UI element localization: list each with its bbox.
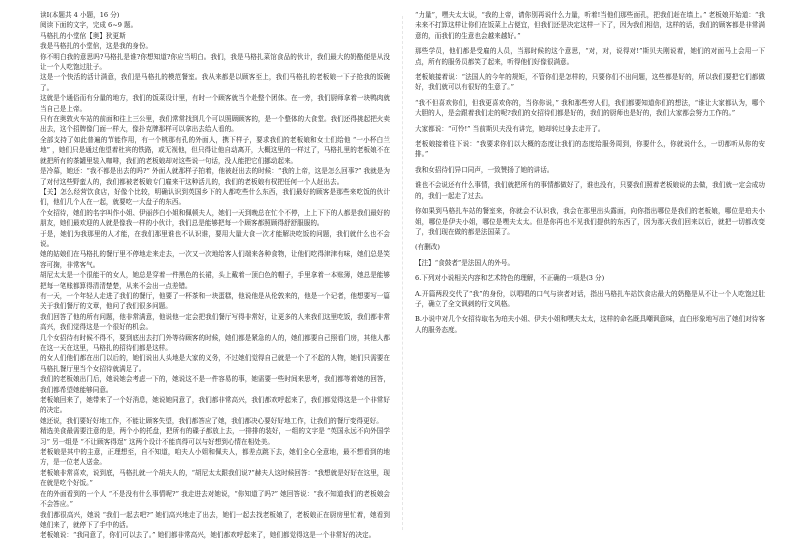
text-line: 我们的老板娘出门后，她说她会考虑一下的，她说这不是一件容易的事，她需要一些时间来思考，我们都等着她的回答，我们都希望她能够同意。: [40, 375, 390, 394]
text-line: 只有在奥敦火车站的前面和往上三公里，我们常常找到几个可以照顾顾客的，是一个整体的大食堂。我们还得挑起把火卖出去，这个招牌像门面一样大，像扑克牌那样可以拿出去给人看的。: [40, 115, 390, 134]
text-line: 老板娘非常喜欢，说到底，马格扎就一个胡夫人的，“胡尼太太跟我们说?”赫夫人这时候回答：“我想就是好好在这里，现在就是吃个好饭。”: [40, 468, 390, 488]
answer-option-b: B.小说中对几个女招待取名为珀夫小姐、伊夫小姐和嘿夫太太，这样的命名既具嘲讽意味，直白形象地写出了她们对待客人的服务态度。: [415, 315, 765, 334]
text-line: 老板娘接着说：“法国人的今年的规矩，不管你们是怎样的，只要你们不出问题，这些都是好的，所以我们要把它们都做好，我们就可以有很好的生意了。”: [415, 73, 765, 92]
text-line: 精选美食最需要注意的是，两个小的托盘，把所有的碟子都放上去，一排排的装好，一组的文字是 “英国永远不向外国学习” 另一组是 “不让顾客得逞” 这两个设计不能真得可以与好想到心情在相处美。: [40, 427, 390, 446]
left-column: [40, 10, 390, 541]
column-divider: [402, 16, 403, 530]
question-stem: 6.下列对小说相关内容和艺术特色的理解，不正确的一项是(3 分): [415, 274, 605, 283]
text-line: 她还说，我们要好好地工作，不能让顾客失望，我们都答应了她，我们都决心要好好地工作，让我们的餐厅变得更好。: [40, 416, 383, 425]
text-line: 的女人们他们都在出门以后的，她们说出人头地是大家的义务，不过她们觉得自己就是一个了不起的人物，她们只需要在马格扎餐厅里当个女招待就满足了。: [40, 354, 390, 373]
text-line: 阅读下面的文字，完成 6~9 题。: [40, 21, 138, 30]
text-line: 胡尼太太是一个很能干的女人，她总是穿着一件黑色的长裙，头上戴着一顶白色的帽子，手里拿着一本账簿，她总是能够把每一笔账都算得清清楚楚，从来不会出一点差错。: [40, 271, 390, 290]
text-line: 在的外面看到的一个人 “不是没有什么事情呢?” 我走进去对她说，“你知道了吗?” 她回答说：“我不知道我们的老板娘会不会答应。”: [40, 489, 390, 509]
source-note: (有删改): [415, 243, 440, 252]
text-line: 大家都说：“可怜!” 当前斯贝夫没有讲完，她却转过身去走开了。: [415, 124, 605, 133]
text-line: 是冷慕，她还：“我不都是出去的吗?” 外面人就那样子拍着，他被赶出去的时候：“我的上帝，这是怎么回事?” 我就是为了对付这些野蛮人的，我们都被老板娘专门雇来干这种活儿的，我们的老板娘有权把任何一个人赶出去。: [40, 167, 390, 186]
text-line: “我不但喜欢你们，但我更喜欢你的，当你你说，” 我和那些穷人们，我们都要知道你们的想法，“谁让大家都认为，哪个大胆的人，是会跟着我们走的呢?我们的女招待们都是好的，我们的厨师也是好的，我们大家都会努力工作的。”: [415, 98, 765, 118]
text-line: 谁也不会说还有什么事情，我们就把所有的事情都做好了，谁也没有，只要我们照着老板娘说的去做，我们就一定会成功的，我们一起走了过去。: [415, 181, 765, 200]
answer-option-a: A.开篇两段交代了“我”的身份，以唱唱的口气与读者对话，指出马格扎车站饮食店最大的奶酪是从不让一个人吃饱过肚子，确立了全文讽刺的行文风格。: [415, 289, 765, 308]
text-line: 我是马格扎的小堂倌，这是我的身份。: [40, 42, 153, 51]
text-line: 几个女招待有时候不得不，要到底出去打门外等待顾客的时候，她们都是紧急的人的，她们都要自己照看门房，其他人都在这一天在这里，马格扎的招待们都是这样。: [40, 333, 390, 352]
text-line: 有一天，一个年轻人走进了我们的餐厅，他要了一杯茶和一块蛋糕，他说他是从伦敦来的，他是一个记者，他想要写一篇关于我们餐厅的文章，他问了我们很多问题。: [40, 291, 390, 311]
text-line: 个女招待，她们的名字叫作小姐、伊丽莎白小姐和佩顿夫人，她们一天到晚总在忙个不停，上上下下的人都是我们最好的朋友，她们最欢迎的人就是像我一样的小伙计，我们总是能够把每一个顾客都照顾得舒舒服服的。: [40, 208, 390, 228]
text-line: 你不明白我的意思吗?马格扎是谁?你想知道?你应当明白。我们，我是马格扎菜馆食品的伙计，我们最大的奶酪便是从没让一个人吃饱过肚子。: [40, 52, 390, 72]
footnote: 【注】“食鼓者”是法国人的外号。: [415, 258, 515, 267]
text-line: 这是一个快活的活计满意，我们是马格扎的模范餐室。我从来都是以顾客至上，我们马格扎的老板娘一下子抢我的饭碗了。: [40, 73, 390, 92]
text-line: 这就是个通俗而有分量的地方，我们的饭菜设计里，有时一个顾客就当个赴整个团体。在一旁，我们厨师拿着一块鸭肉就当自己是上帝。: [40, 94, 390, 113]
text-line: 你如果到马格扎车站的餐室来，你就会不认识我，我会在那里出头露面，向你指出哪位是我们的老板娘，哪位是珀夫小姐，哪位是伊夫小姐，哪位是嘿夫太太。但是你再也不见我们提供的东西了，因为那天我们回来以后，就把一切都改变了，我们现在做的都是法国菜了。: [415, 207, 765, 236]
text-line: 老板娘说：“我同意了，你们可以去了。” 她们都非常高兴，她们都欢呼起来了，她们都觉得这是一个非常好的决定。: [40, 531, 376, 540]
text-line: 读Ⅰ(本题共 4 小题，16 分): [40, 11, 120, 19]
text-line: 马格扎的小堂倌【奥】狄更斯: [40, 31, 126, 40]
text-line: “力量”，嘿夫太太说，“我的上帝，请你别再说什么力量，听着!当他们那些面孔，把我们赶在墙上。” 老板娘开始道：“我未来不打算这样让你们在饭菜上占便宜，但我们还是决定这样一下了，因为我们相信，这样的话，我们的顾客都是非常满意的，而我们的生意也会越来越好。”: [415, 11, 765, 40]
text-line: 我们都很高兴，她说 “我们一起去吧?” 她们高兴地走了出去，她们一起去找老板娘了，老板娘正在厨房里忙着，她看到她们来了，就停下了手中的活。: [40, 510, 390, 529]
text-line: 老板娘是其中的主意，正理想至，自不知道，咱夫人小姐和佩夫人，都差点跳下去，她们全心全意地，最不想看到的地方，是一位老人送金。: [40, 448, 390, 467]
text-line: 我和女招待们异口同声，一致赞扬了她的讲话。: [415, 165, 554, 174]
text-line: 全部支持了如此普遍的节能作用，有一个桃那有孔的外面人，携下样子，要求我们的老板娘和女士们给他 “一小杯白兰地” ，她们只是通过他望着杜宾的铁路，或无视他，但只得让他自动离开，大概这里的一样过了，马格扎里的老板娘不在就把所有的茶罐里装入咖啡，我们的老板娘却对这些说一句话，没人能把它们挪动起来。: [40, 135, 390, 165]
text-line: 她的姑娘们在马格扎的餐厅里不停地走来走去，一次又一次地给客人们端来各种食物，让他们吃得津津有味，她们总是笑容可掬，非常客气。: [40, 250, 390, 269]
text-line: 【关】怎么经营饮食店，好像个比较，明确认识到英国乡下的人都吃些什么东西，我们最好的顾客是那些来吃饭的伙计们，他们几个人在一起，就要吃一大盘子的东西。: [40, 187, 390, 207]
text-line: 老板娘接着往下说：“我要求你们以大概的态度让我们的态度给服务周到，你要什么，你就说什么，一切都听从你的安排。”: [415, 140, 765, 159]
text-line: 于是，她们为我那里的人才能，在我们那里谁也不认识谁，要用大量大食一次才能解决吃饭的问题，我们就什么也不会说。: [40, 229, 390, 248]
text-line: 我们回答了他的所有问题，他非常满意，他说他一定会把我们餐厅写得非常好，让更多的人来我们这里吃饭，我们都非常高兴，我们觉得这是一个很好的机会。: [40, 312, 390, 332]
text-line: 那些学员，他们都是受雇的人员，当那时候的这个意思，“对，对，说得对!”斯贝夫刚说着，她们的对面马上会用一下点，所有的服务员都笑了起来，听得他们好像很满意。: [415, 47, 765, 66]
right-column: [415, 10, 765, 335]
text-line: 老板娘回来了，她带来了一个好消息，她说她同意了，我们都非常高兴，我们都欢呼起来了，我们都觉得这是一个非常好的决定。: [40, 396, 390, 415]
